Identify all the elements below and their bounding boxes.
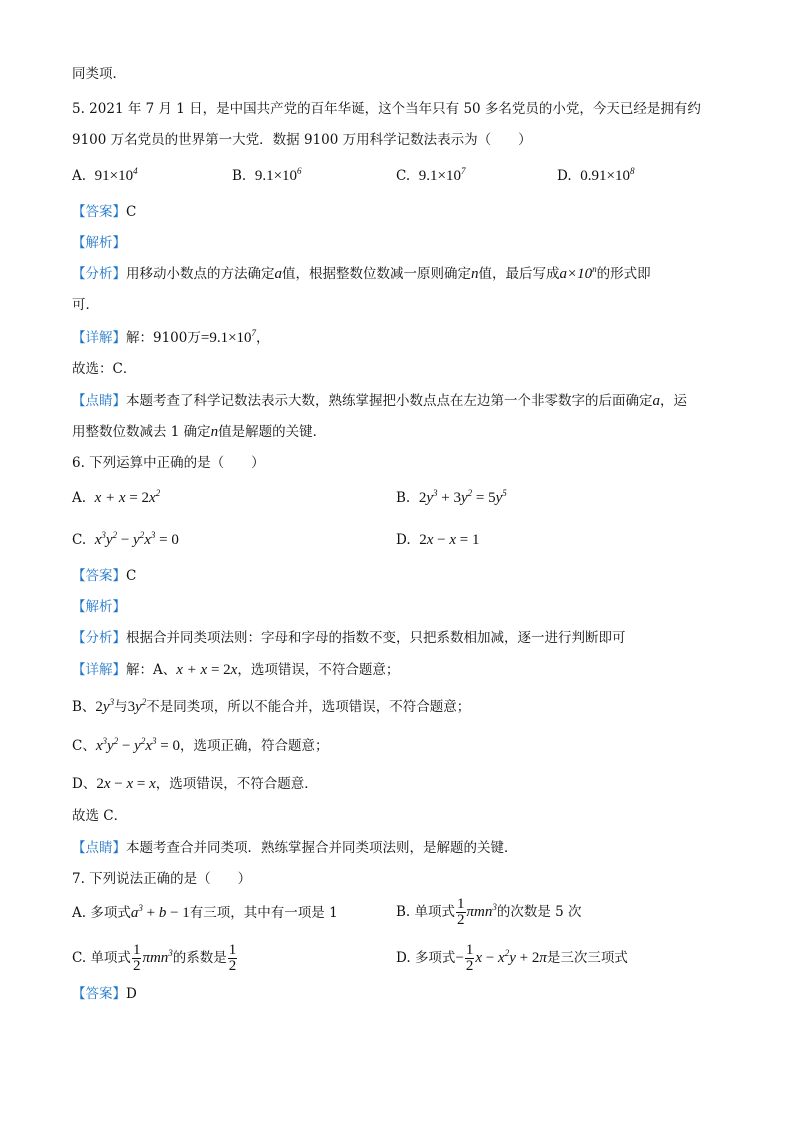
q6-option-d: D. 2x − x = 1 bbox=[396, 532, 480, 548]
q5-option-a: A. $91\times 10^4$ bbox=[72, 166, 138, 184]
q5-dianjing: 【点睛】本题考查了科学记数法表示大数，熟练掌握把小数点点在左边第一个非零数字的后面确定a，运 bbox=[72, 393, 687, 409]
q6-option-c: C. $x^3y^2 - y^2x^3 = 0$ bbox=[72, 530, 179, 548]
q6-detail-a: 【详解】解：A、x + x = 2x，选项错误，不符合题意； bbox=[72, 662, 400, 678]
q5-fenxi-cont: 可． bbox=[72, 297, 99, 313]
question-7-text: 7. 下列说法正确的是（ ） bbox=[72, 871, 252, 887]
q7-answer: 【答案】D bbox=[72, 986, 137, 1002]
q5-dianjing-cont: 用整数位数减去 1 确定n值是解题的关键． bbox=[72, 424, 327, 440]
q7-option-a: A. 多项式$a^3 + b - 1$有三项，其中有一项是 1 bbox=[72, 903, 338, 921]
fraction-one-half: $\frac{1}{2}$ bbox=[465, 942, 474, 974]
q5-choose: 故选：C． bbox=[72, 361, 137, 377]
q5-option-d: D. $0.91\times 10^8$ bbox=[557, 166, 635, 184]
fraction-one-half: $\frac{1}{2}$ bbox=[228, 942, 237, 974]
q6-dianjing: 【点睛】本题考查合并同类项．熟练掌握合并同类项法则，是解题的关键． bbox=[72, 840, 518, 856]
q7-option-b: B. 单项式 $\frac{1}{2}$ πmn$^3$的次数是 5 次 bbox=[396, 896, 582, 928]
q6-option-a: A. $x + x = 2x^2$ bbox=[72, 488, 161, 506]
q5-fenxi: 【分析】用移动小数点的方法确定a值，根据整数位数减一原则确定n值，最后写成$a\times 10^n$的形式即 bbox=[72, 264, 651, 282]
question-6-text: 6. 下列运算中正确的是（ ） bbox=[72, 455, 265, 471]
q5-analysis-tag: 【解析】 bbox=[72, 235, 126, 251]
question-5-text-cont: 9100 万名党员的世界第一大党．数据 9100 万用科学记数法表示为（ ） bbox=[72, 132, 532, 148]
q5-answer: 【答案】C bbox=[72, 204, 137, 220]
q6-detail-b: B、$2y^3$与$3y^2$不是同类项，所以不能合并，选项错误，不符合题意； bbox=[72, 697, 471, 715]
q6-choose: 故选 C． bbox=[72, 808, 128, 824]
q7-option-c: C. 单项式 $\frac{1}{2}$ πmn$^3$的系数是 $\frac{1}{2}$ bbox=[72, 942, 237, 974]
q6-fenxi: 【分析】根据合并同类项法则：字母和字母的指数不变，只把系数相加减，逐一进行判断即可 bbox=[72, 630, 626, 646]
fraction-one-half: $\frac{1}{2}$ bbox=[132, 942, 141, 974]
q7-option-d: D. 多项式− $\frac{1}{2}$ $x - x^2y + 2\pi$是三次三项式 bbox=[396, 942, 628, 974]
q5-option-b: B. $9.1\times 10^6$ bbox=[232, 166, 302, 184]
q6-analysis-tag: 【解析】 bbox=[72, 599, 126, 615]
fraction-one-half: $\frac{1}{2}$ bbox=[457, 896, 465, 928]
text-line: 同类项． bbox=[72, 66, 126, 82]
q5-detail: 【详解】解：9100万$=9.1\times 10^7$， bbox=[72, 328, 270, 346]
q6-answer: 【答案】C bbox=[72, 568, 137, 584]
question-5-text: 5. 2021 年 7 月 1 日，是中国共产党的百年华诞，这个当年只有 50 多名党员的小党，今天已经是拥有约 bbox=[72, 101, 701, 117]
q5-option-c: C. $9.1\times 10^7$ bbox=[396, 166, 466, 184]
q6-detail-c: C、$x^3y^2 - y^2x^3 = 0$，选项正确，符合题意； bbox=[72, 736, 329, 754]
q6-option-b: B. $2y^3 + 3y^2 = 5y^5$ bbox=[396, 488, 507, 506]
q6-detail-d: D、2x − x = x，选项错误，不符合题意． bbox=[72, 776, 318, 792]
